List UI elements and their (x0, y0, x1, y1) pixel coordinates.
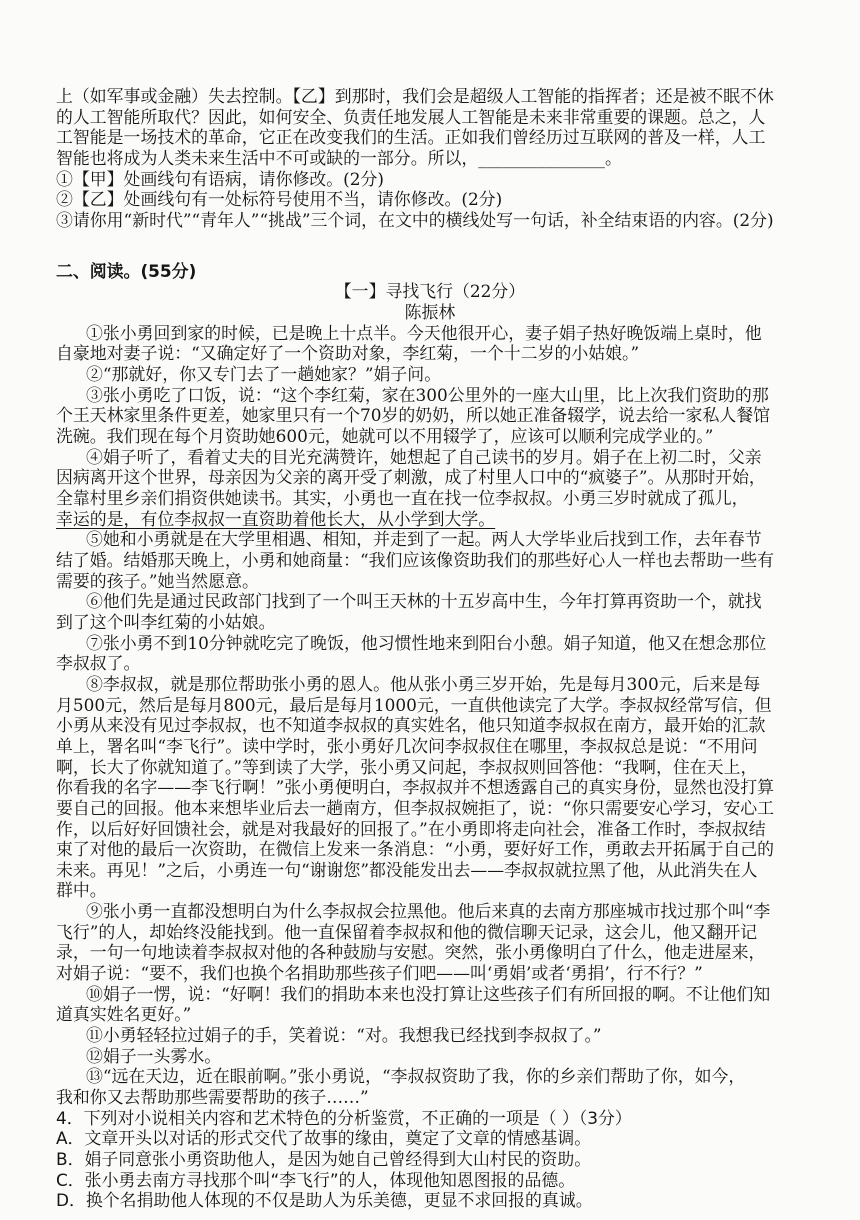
article-line: 作，以后好好回馈社会，就是对我最好的回报了。”在小勇即将走向社会，准备工作时，李叔叔结 (56, 819, 766, 839)
article-line: 要自己的回报。他本来想毕业后去一趟南方，但李叔叔婉拒了，说：“你只需要安心学习，安心工 (56, 798, 775, 818)
article-line: 道真实姓名更好。” (56, 1005, 192, 1025)
article-line: ⑩娟子一愣，说：“好啊！我们的捐助本来也没打算让这些孩子们有所回报的啊。不让他们知 (86, 984, 771, 1004)
article-line: 束了对他的最后一次资助，在微信上发来一条消息：“小勇，要好好工作，勇敢去开拓属于自己的 (56, 840, 775, 860)
article-line: 录，一句一句地读着李叔叔对他的各种鼓励与安慰。突然，张小勇像明白了什么，他走进屋来， (56, 943, 766, 963)
article-line: 因病离开这个世界，母亲因为父亲的离开受了刺激，成了村里人口中的“疯婆子”。从那时开始， (56, 468, 766, 488)
article-line: ⑬“远在天边，近在眼前啊。”张小勇说，“李叔叔资助了我，你的乡亲们帮助了你，如今， (86, 1067, 746, 1087)
article-line: ③张小勇吃了口饭，说：“这个李红菊，家在300公里外的一座大山里，比上次我们资助的那 (86, 385, 769, 405)
article-line: 洗碗。我们现在每个月资助她600元，她就可以不用辍学了，应该可以顺利完成学业的。” (56, 426, 714, 446)
article-line: 自豪地对妻子说：“又确定好了一个资助对象，李红菊，一个十二岁的小姑娘。” (56, 344, 640, 364)
article-line: 飞行”的人，却始终没能找到。他一直保留着李叔叔和他的微信聊天记录，这会儿，他又翻开记 (56, 922, 758, 942)
article-line: 全靠村里乡亲们捐资供她读书。其实，小勇也一直在找一位李叔叔。小勇三岁时就成了孤儿， (56, 488, 749, 508)
article-line: ②“那就好，你又专门去了一趟她家？”娟子问。 (86, 364, 442, 384)
task-item: ②【乙】处画线句有一处标符号使用不当，请你修改。(2分) (56, 190, 503, 210)
article-line: ⑪小勇轻轻拉过娟子的手，笑着说：“对。我想我已经找到李叔叔了。” (86, 1026, 602, 1046)
article-line: 小勇从来没有见过李叔叔，也不知道李叔叔的真实姓名，他只知道李叔叔在南方，最开始的汇款 (56, 716, 766, 736)
article-line: 幸运的是，有位李叔叔一直资助着他长大，从小学到大学。 (56, 509, 496, 529)
article-line: 李叔叔了。 (56, 654, 141, 674)
section-heading: 二、阅读。(55分) (56, 261, 197, 281)
option-b: B．娟子同意张小勇资助他人，是因为她自己曾经得到大山村民的资助。 (56, 1150, 592, 1169)
article-line: 需要的孩子。”她当然愿意。 (56, 571, 259, 591)
option-c: C．张小勇去南方寻找那个叫“李飞行”的人，体现他知恩图报的品德。 (56, 1170, 576, 1190)
article-line: ⑨张小勇一直都没想明白为什么李叔叔会拉黑他。他后来真的去南方那座城市找过那个叫“李 (86, 902, 771, 922)
article-line: 单上，署名叫“李飞行”。读中学时，张小勇好几次问李叔叔住在哪里，李叔叔总是说：“不用问 (56, 736, 758, 756)
article-line: 结了婚。结婚那天晚上，小勇和她商量：“我们应该像资助我们的那些好心人一样也去帮助一些有 (56, 550, 775, 570)
intro-line: 的人工智能所取代？因此，如何安全、负责任地发展人工智能是未来非常重要的课题。总之，人 (56, 107, 766, 127)
article-line: 对娟子说：“要不，我们也换个名捐助那些孩子们吧——叫‘勇娟’或者‘勇捐’，行不行？” (56, 964, 703, 984)
article-line: 群中。 (56, 881, 107, 901)
article-author: 陈振林 (404, 302, 456, 322)
option-d: D．换个名捐助他人体现的不仅是助人为乐美德，更显不求回报的真诚。 (56, 1191, 593, 1211)
article-line: 我和你又去帮助那些需要帮助的孩子……” (56, 1088, 369, 1107)
intro-line: 上（如军事或金融）失去控制。【乙】到那时，我们会是超级人工智能的指挥者；还是被不眠不休 (56, 87, 774, 106)
article-line: 你看我的名字——李飞行啊！”张小勇便明白，李叔叔并不想透露自己的真实身份，显然也没打算 (56, 778, 775, 798)
article-line: 月500元，然后是每月800元，最后是每月1000元，一直供他读完了大学。李叔叔经常写信，但 (56, 695, 772, 715)
article-line: ⑦张小勇不到10分钟就吃完了晚饭，他习惯性地来到阳台小憩。娟子知道，他又在想念那位 (86, 633, 767, 653)
article-line: 个王天林家里条件更差，她家里只有一个70岁的奶奶，所以她正准备辍学，说去给一家私人餐馆 (56, 406, 771, 426)
question-stem: 4．下列对小说相关内容和艺术特色的分析鉴赏，不正确的一项是（ ）（3分） (56, 1108, 632, 1128)
article-line: ④娟子听了，看着丈夫的目光充满赞许，她想起了自己读书的岁月。娟子在上初二时，父亲 (86, 447, 762, 467)
option-a: A．文章开头以对话的形式交代了故事的缘由，奠定了文章的情感基调。 (56, 1129, 592, 1149)
article-line: 啊，长大了你就知道了。”等到读了大学，张小勇又问起，李叔叔则回答他：“我啊，住在天上， (56, 757, 758, 777)
article-line: ⑥他们先是通过民政部门找到了一个叫王天林的十五岁高中生，今年打算再资助一个，就找 (86, 592, 762, 612)
task-item: ①【甲】处画线句有语病，请你修改。(2分) (56, 169, 384, 189)
article-line: 到了这个叫李红菊的小姑娘。 (56, 612, 276, 632)
article-line: ⑧李叔叔，就是那位帮助张小勇的恩人。他从张小勇三岁开始，先是每月300元，后来是每 (86, 674, 761, 694)
intro-line: 工智能是一场技术的革命，它正在改变我们的生活。正如我们曾经历过互联网的普及一样，人工 (56, 128, 766, 148)
article-line: ⑫娟子一头雾水。 (86, 1046, 222, 1066)
article-title: 【一】寻找飞行（22分） (334, 282, 526, 302)
task-item: ③请你用“新时代”“青年人”“挑战”三个词，在文中的横线处写一句话，补全结束语的内容。(2分) (56, 211, 774, 230)
article-line: 未来。再见！”之后，小勇连一句“谢谢您”都没能发出去——李叔叔就拉黑了他，从此消失在人 (56, 860, 758, 880)
article-line: ①张小勇回到家的时候，已是晚上十点半。今天他很开心，妻子娟子热好晚饭端上桌时，他 (86, 323, 762, 343)
intro-line: 智能也将成为人类未来生活中不可或缺的一部分。所以，_______________。 (56, 149, 622, 168)
article-line: ⑤她和小勇就是在大学里相遇、相知，并走到了一起。两人大学毕业后找到工作，去年春节 (86, 530, 762, 550)
